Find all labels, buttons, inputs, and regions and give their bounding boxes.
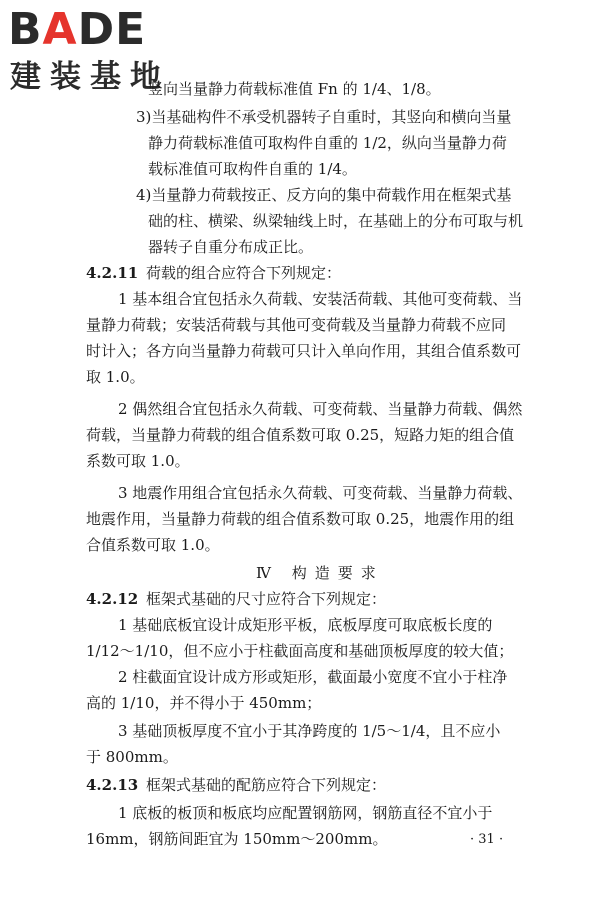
logo-wordmark: BADE	[8, 4, 147, 55]
text-line: 量静力荷载；安装活荷载与其他可变荷载及当量静力荷载不应同	[86, 316, 507, 334]
clause-number: 4.2.11	[86, 264, 139, 282]
text-line: 3 地震作用组合宜包括永久荷载、可变荷载、当量静力荷载、	[118, 484, 523, 502]
clause-title: 框架式基础的配筋应符合下列规定：	[146, 776, 387, 794]
text-line: 2 柱截面宜设计成方形或矩形，截面最小宽度不宜小于柱净	[118, 668, 508, 686]
text-line: 1 基础底板宜设计成矩形平板，底板厚度可取底板长度的	[118, 616, 493, 634]
page-number: · 31 ·	[470, 832, 504, 847]
text-line: 荷载，当量静力荷载的组合值系数可取 0.25，短路力矩的组合值	[86, 426, 515, 444]
text-line: 3)当基础构件不承受机器转子自重时，其竖向和横向当量	[136, 108, 512, 126]
text-line: 2 偶然组合宜包括永久荷载、可变荷载、当量静力荷载、偶然	[118, 400, 523, 418]
text-line: 3 基础顶板厚度不宜小于其净跨度的 1/5～1/4，且不应小	[118, 722, 501, 740]
text-line: 础的柱、横梁、纵梁轴线上时，在基础上的分布可取与机	[148, 212, 524, 230]
text-line: 1/12～1/10，但不应小于柱截面高度和基础顶板厚度的较大值；	[86, 642, 514, 660]
clause-title: 荷载的组合应符合下列规定：	[146, 264, 342, 282]
text-line: 于 800mm。	[86, 748, 178, 766]
clause-number: 4.2.13	[86, 776, 139, 794]
section-title: Ⅳ 构造要求	[256, 564, 384, 582]
logo-chinese-text: 建装基地	[10, 59, 170, 95]
text-line: 竖向当量静力荷载标准值 Fn 的 1/4、1/8。	[148, 80, 441, 98]
clause-number: 4.2.12	[86, 590, 139, 608]
text-line: 1 基本组合宜包括永久荷载、安装活荷载、其他可变荷载、当	[118, 290, 523, 308]
text-line: 地震作用，当量静力荷载的组合值系数可取 0.25，地震作用的组	[86, 510, 515, 528]
text-line: 高的 1/10，并不得小于 450mm；	[86, 694, 322, 712]
text-line: 4)当量静力荷载按正、反方向的集中荷载作用在框架式基	[136, 186, 512, 204]
clause-title: 框架式基础的尺寸应符合下列规定：	[146, 590, 387, 608]
text-line: 静力荷载标准值可取构件自重的 1/2，纵向当量静力荷	[148, 134, 507, 152]
text-line: 载标准值可取构件自重的 1/4。	[148, 160, 357, 178]
text-line: 系数可取 1.0。	[86, 452, 190, 470]
text-line: 器转子自重分布成正比。	[148, 238, 314, 256]
text-line: 取 1.0。	[86, 368, 145, 386]
text-line: 时计入；各方向当量静力荷载可只计入单向作用，其组合值系数可	[86, 342, 522, 360]
text-line: 合值系数可取 1.0。	[86, 536, 220, 554]
text-line: 1 底板的板顶和板底均应配置钢筋网，钢筋直径不宜小于	[118, 804, 493, 822]
text-line: 16mm，钢筋间距宜为 150mm～200mm。	[86, 830, 388, 848]
